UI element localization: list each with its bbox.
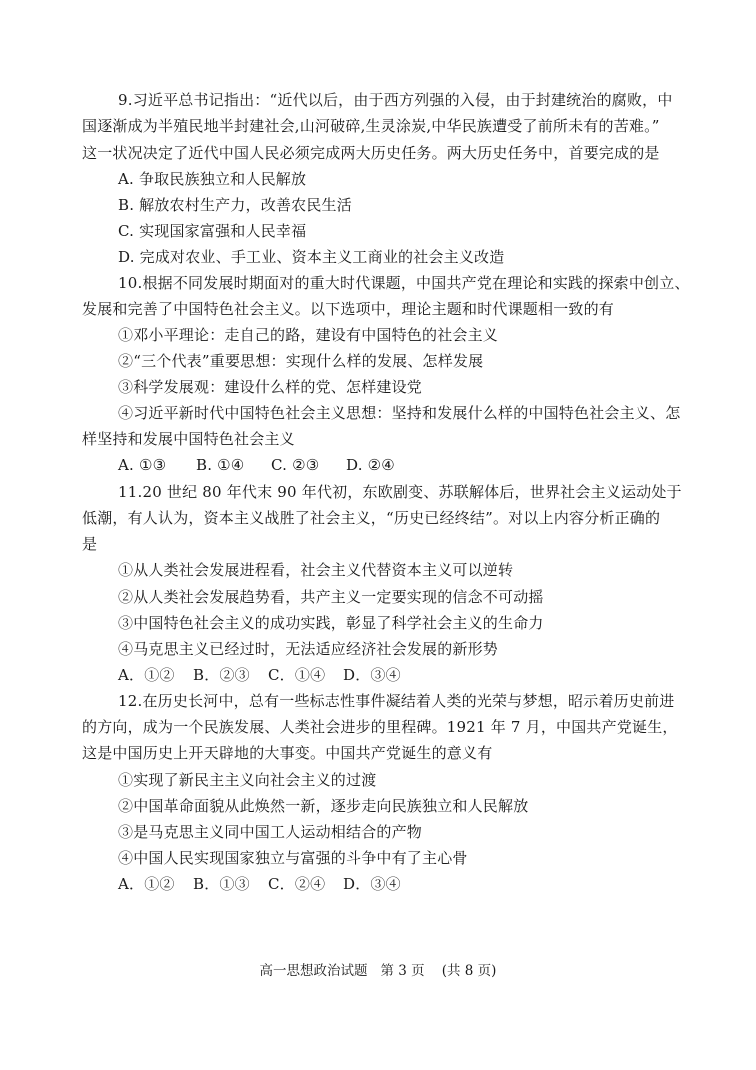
q10-item-1: ①邓小平理论：走自己的路，建设有中国特色的社会主义 <box>118 326 499 344</box>
q9-stem-line-3: 这一状况决定了近代中国人民必须完成两大历史任务。两大历史任务中，首要完成的是 <box>82 144 660 162</box>
q11-stem-line-1: 11.20 世纪 80 年代末 90 年代初，东欧剧变、苏联解体后，世界社会主义运动处于 <box>118 483 682 501</box>
q9-option-d: D. 完成对农业、手工业、资本主义工商业的社会主义改造 <box>118 248 505 266</box>
q11-choices <box>118 665 401 685</box>
q9-stem-line-2: 国逐渐成为半殖民地半封建社会,山河破碎,生灵涂炭,中华民族遭受了前所未有的苦难。” <box>82 117 660 135</box>
q9-stem-line-1: 9.习近平总书记指出：“近代以后，由于西方列强的入侵，由于封建统治的腐败，中 <box>118 91 673 109</box>
q11-stem-line-2: 低潮，有人认为，资本主义战胜了社会主义，“历史已经终结”。对以上内容分析正确的 <box>82 509 661 527</box>
q11-choice-d: D．③④ <box>343 666 401 684</box>
q10-choice-c: C. ②③ <box>271 456 320 474</box>
q10-item-3: ③科学发展观：建设什么样的党、怎样建设党 <box>118 378 423 396</box>
q12-choices <box>118 874 401 894</box>
q11-stem-line-3: 是 <box>82 535 98 553</box>
q12-stem-line-2: 的方向，成为一个民族发展、人类社会进步的里程碑。1921 年 7 月，中国共产党诞生， <box>82 718 678 736</box>
q12-item-4: ④中国人民实现国家独立与富强的斗争中有了主心骨 <box>118 849 468 867</box>
q11-item-1: ①从人类社会发展进程看，社会主义代替资本主义可以逆转 <box>118 561 514 579</box>
q12-stem-line-3: 这是中国历史上开天辟地的大事变。中国共产党诞生的意义有 <box>82 744 493 762</box>
q10-choice-a: A. ①③ <box>118 456 167 474</box>
q10-item-4-line-2: 样坚持和发展中国特色社会主义 <box>82 430 295 448</box>
q11-item-4: ④马克思主义已经过时，无法适应经济社会发展的新形势 <box>118 640 499 658</box>
q12-choice-a: A．①② <box>118 875 175 893</box>
q12-choice-d: D．③④ <box>343 875 401 893</box>
q11-choice-c: C．①④ <box>268 666 326 684</box>
q9-option-a: A. 争取民族独立和人民解放 <box>118 170 307 188</box>
q10-item-4-line-1: ④习近平新时代中国特色社会主义思想：坚持和发展什么样的中国特色社会主义、怎 <box>118 404 681 422</box>
page-footer: 高一思想政治试题 第 3 页 (共 8 页) <box>259 963 497 979</box>
q12-item-3: ③是马克思主义同中国工人运动相结合的产物 <box>118 823 423 841</box>
q11-item-2: ②从人类社会发展趋势看，共产主义一定要实现的信念不可动摇 <box>118 588 544 606</box>
q9-option-b: B. 解放农村生产力，改善农民生活 <box>118 196 352 214</box>
q12-choice-c: C．②④ <box>268 875 326 893</box>
q12-stem-line-1: 12.在历史长河中，总有一些标志性事件凝结着人类的光荣与梦想，昭示着历史前进 <box>118 692 675 710</box>
q11-item-3: ③中国特色社会主义的成功实践，彰显了科学社会主义的生命力 <box>118 614 544 632</box>
q11-choice-a: A．①② <box>118 666 175 684</box>
q10-choice-b: B. ①④ <box>196 456 245 474</box>
q10-stem-line-1: 10.根据不同发展时期面对的重大时代课题，中国共产党在理论和实践的探索中创立、 <box>118 274 690 292</box>
q10-choices <box>118 455 395 475</box>
q10-stem-line-2: 发展和完善了中国特色社会主义。以下选项中，理论主题和时代课题相一致的有 <box>82 300 615 318</box>
q9-option-c: C. 实现国家富强和人民幸福 <box>118 222 307 240</box>
q10-item-2: ②“三个代表”重要思想：实现什么样的发展、怎样发展 <box>118 352 484 370</box>
q12-choice-b: B．①③ <box>193 875 250 893</box>
q12-item-1: ①实现了新民主主义向社会主义的过渡 <box>118 771 377 789</box>
q10-choice-d: D. ②④ <box>346 456 395 474</box>
q11-choice-b: B．②③ <box>193 666 250 684</box>
q12-item-2: ②中国革命面貌从此焕然一新，逐步走向民族独立和人民解放 <box>118 797 529 815</box>
